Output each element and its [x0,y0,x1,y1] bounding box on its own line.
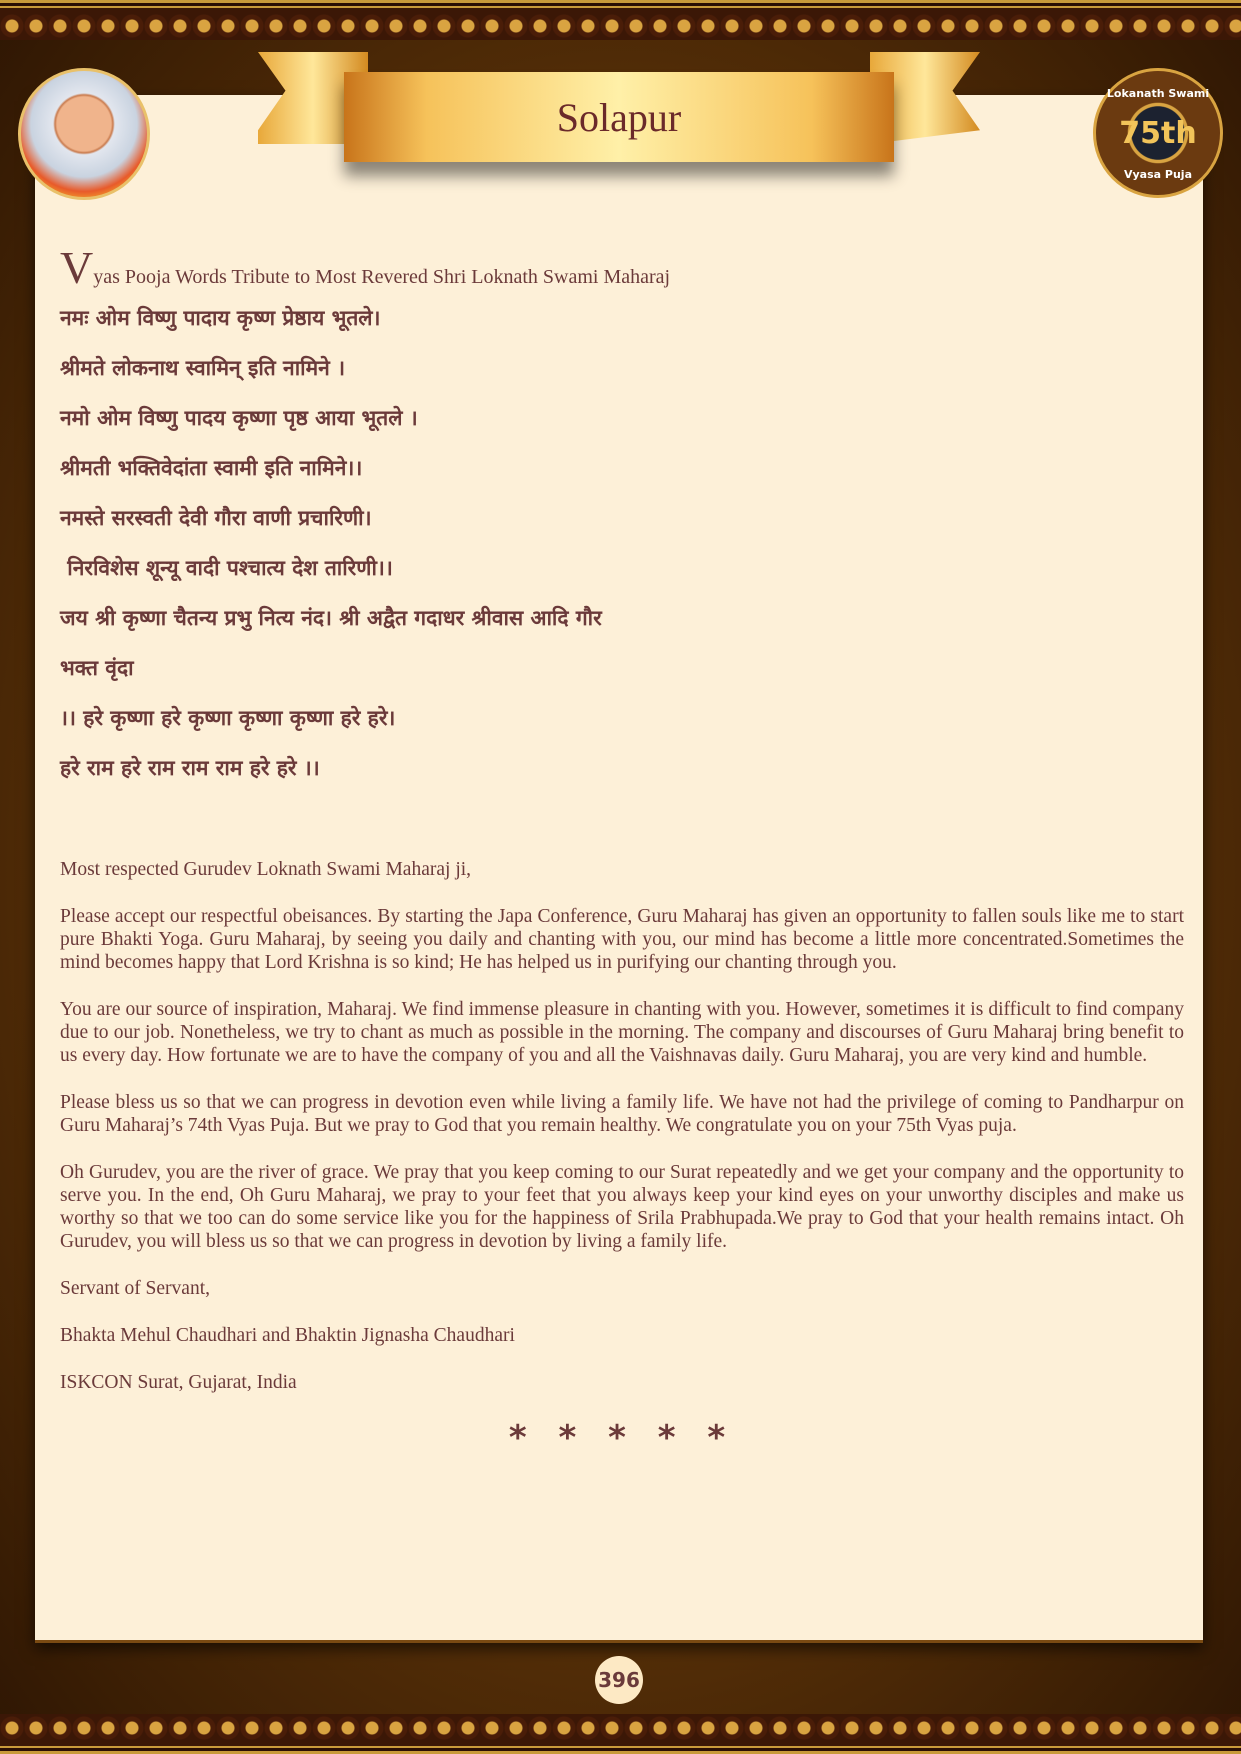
letter-closing: Servant of Servant, [60,1278,211,1299]
letter-paragraph: Oh Gurudev, you are the river of grace. We pray that you keep coming to our Surat repeatedly and we get your company and the opportunity to serve you. In the end, Oh Guru Maharaj, we pray to your feet that you always keep your kind eyes on your unworthy disciples and make us worthy so that we too can do some service like you for the happiness of Srila Prabhupada.We pray to God that your health remains intact. Oh Gurudev, you will bless us so that we can progress in devotion by living a family life. [60,1162,1184,1252]
letter-location: ISKCON Surat, Gujarat, India [60,1372,297,1393]
verse-line: जय श्री कृष्णा चैतन्य प्रभु नित्य नंद। श्री अद्वैत गदाधर श्रीवास आदि गौर [60,606,602,630]
article-title [60,242,1184,293]
verse-line: निरविशेस शून्यू वादी पश्चात्य देश तारिणी।। [60,556,393,580]
avatar [18,68,150,200]
verse-line: नमस्ते सरस्वती देवी गौरा वाणी प्रचारिणी। [60,506,372,530]
page-number: 396 [595,1656,643,1704]
decorative-border-bottom [0,1714,1241,1754]
decorative-border-top [0,0,1241,40]
badge-number: 75th [1119,115,1197,151]
badge-line1: Lokanath Swami [1106,87,1210,100]
letter-signature: Bhakta Mehul Chaudhari and Bhaktin Jignasha Chaudhari [60,1325,515,1346]
verse-line: नमः ओम विष्णु पादाय कृष्ण प्रेष्ठाय भूतले। [60,306,381,330]
verse-line: श्रीमते लोकनाथ स्वामिन् इति नामिने । [60,356,346,380]
verse-line: ।। हरे कृष्णा हरे कृष्णा कृष्णा कृष्णा हरे हरे। [60,706,396,730]
article-content [60,242,1184,1458]
title-ribbon [344,72,894,162]
verse-line: हरे राम हरे राम राम राम हरे हरे ।। [60,756,320,780]
title-text: yas Pooja Words Tribute to Most Revered Shri Loknath Swami Maharaj [93,266,671,288]
ribbon-title: Solapur [556,94,682,140]
verse-line: श्रीमती भक्तिवेदांता स्वामी इति नामिने।। [60,456,363,480]
verse-line: नमो ओम विष्णु पादय कृष्णा पृष्ठ आया भूतले । [60,406,418,430]
verse-line: भक्त वृंदा [60,656,134,680]
separator-stars: * * * * * [508,1418,736,1458]
letter-salutation: Most respected Gurudev Loknath Swami Maharaj ji, [60,859,472,880]
letter-paragraph: Please accept our respectful obeisances. By starting the Japa Conference, Guru Maharaj has given an opportunity to fallen souls like me to start pure Bhakti Yoga. Guru Maharaj, by seeing you daily and chanting with you, our mind has become a little more concentrated.Sometimes the mind becomes happy that Lord Krishna is so kind; He has helped us in purifying our chanting through you. [60,906,1184,973]
badge-line2: Vyasa Puja [1124,168,1192,181]
letter-paragraph: Please bless us so that we can progress in devotion even while living a family life. We have not had the privilege of coming to Pandharpur on Guru Maharaj’s 74th Vyas Puja. But we pray to God that you remain healthy. We congratulate you on your 75th Vyas puja. [60,1092,1184,1136]
drop-cap: V [60,242,94,293]
vyasa-puja-75-badge-logo [1093,68,1223,198]
letter-paragraph: You are our source of inspiration, Maharaj. We find immense pleasure in chanting with you. However, sometimes it is difficult to find company due to our job. Nonetheless, we try to chant as much as possible in the morning. The company and discourses of Guru Maharaj bring benefit to us every day. How fortunate we are to have the company of you and all the Vaishnavas daily. Guru Maharaj, you are very kind and humble. [60,999,1184,1066]
